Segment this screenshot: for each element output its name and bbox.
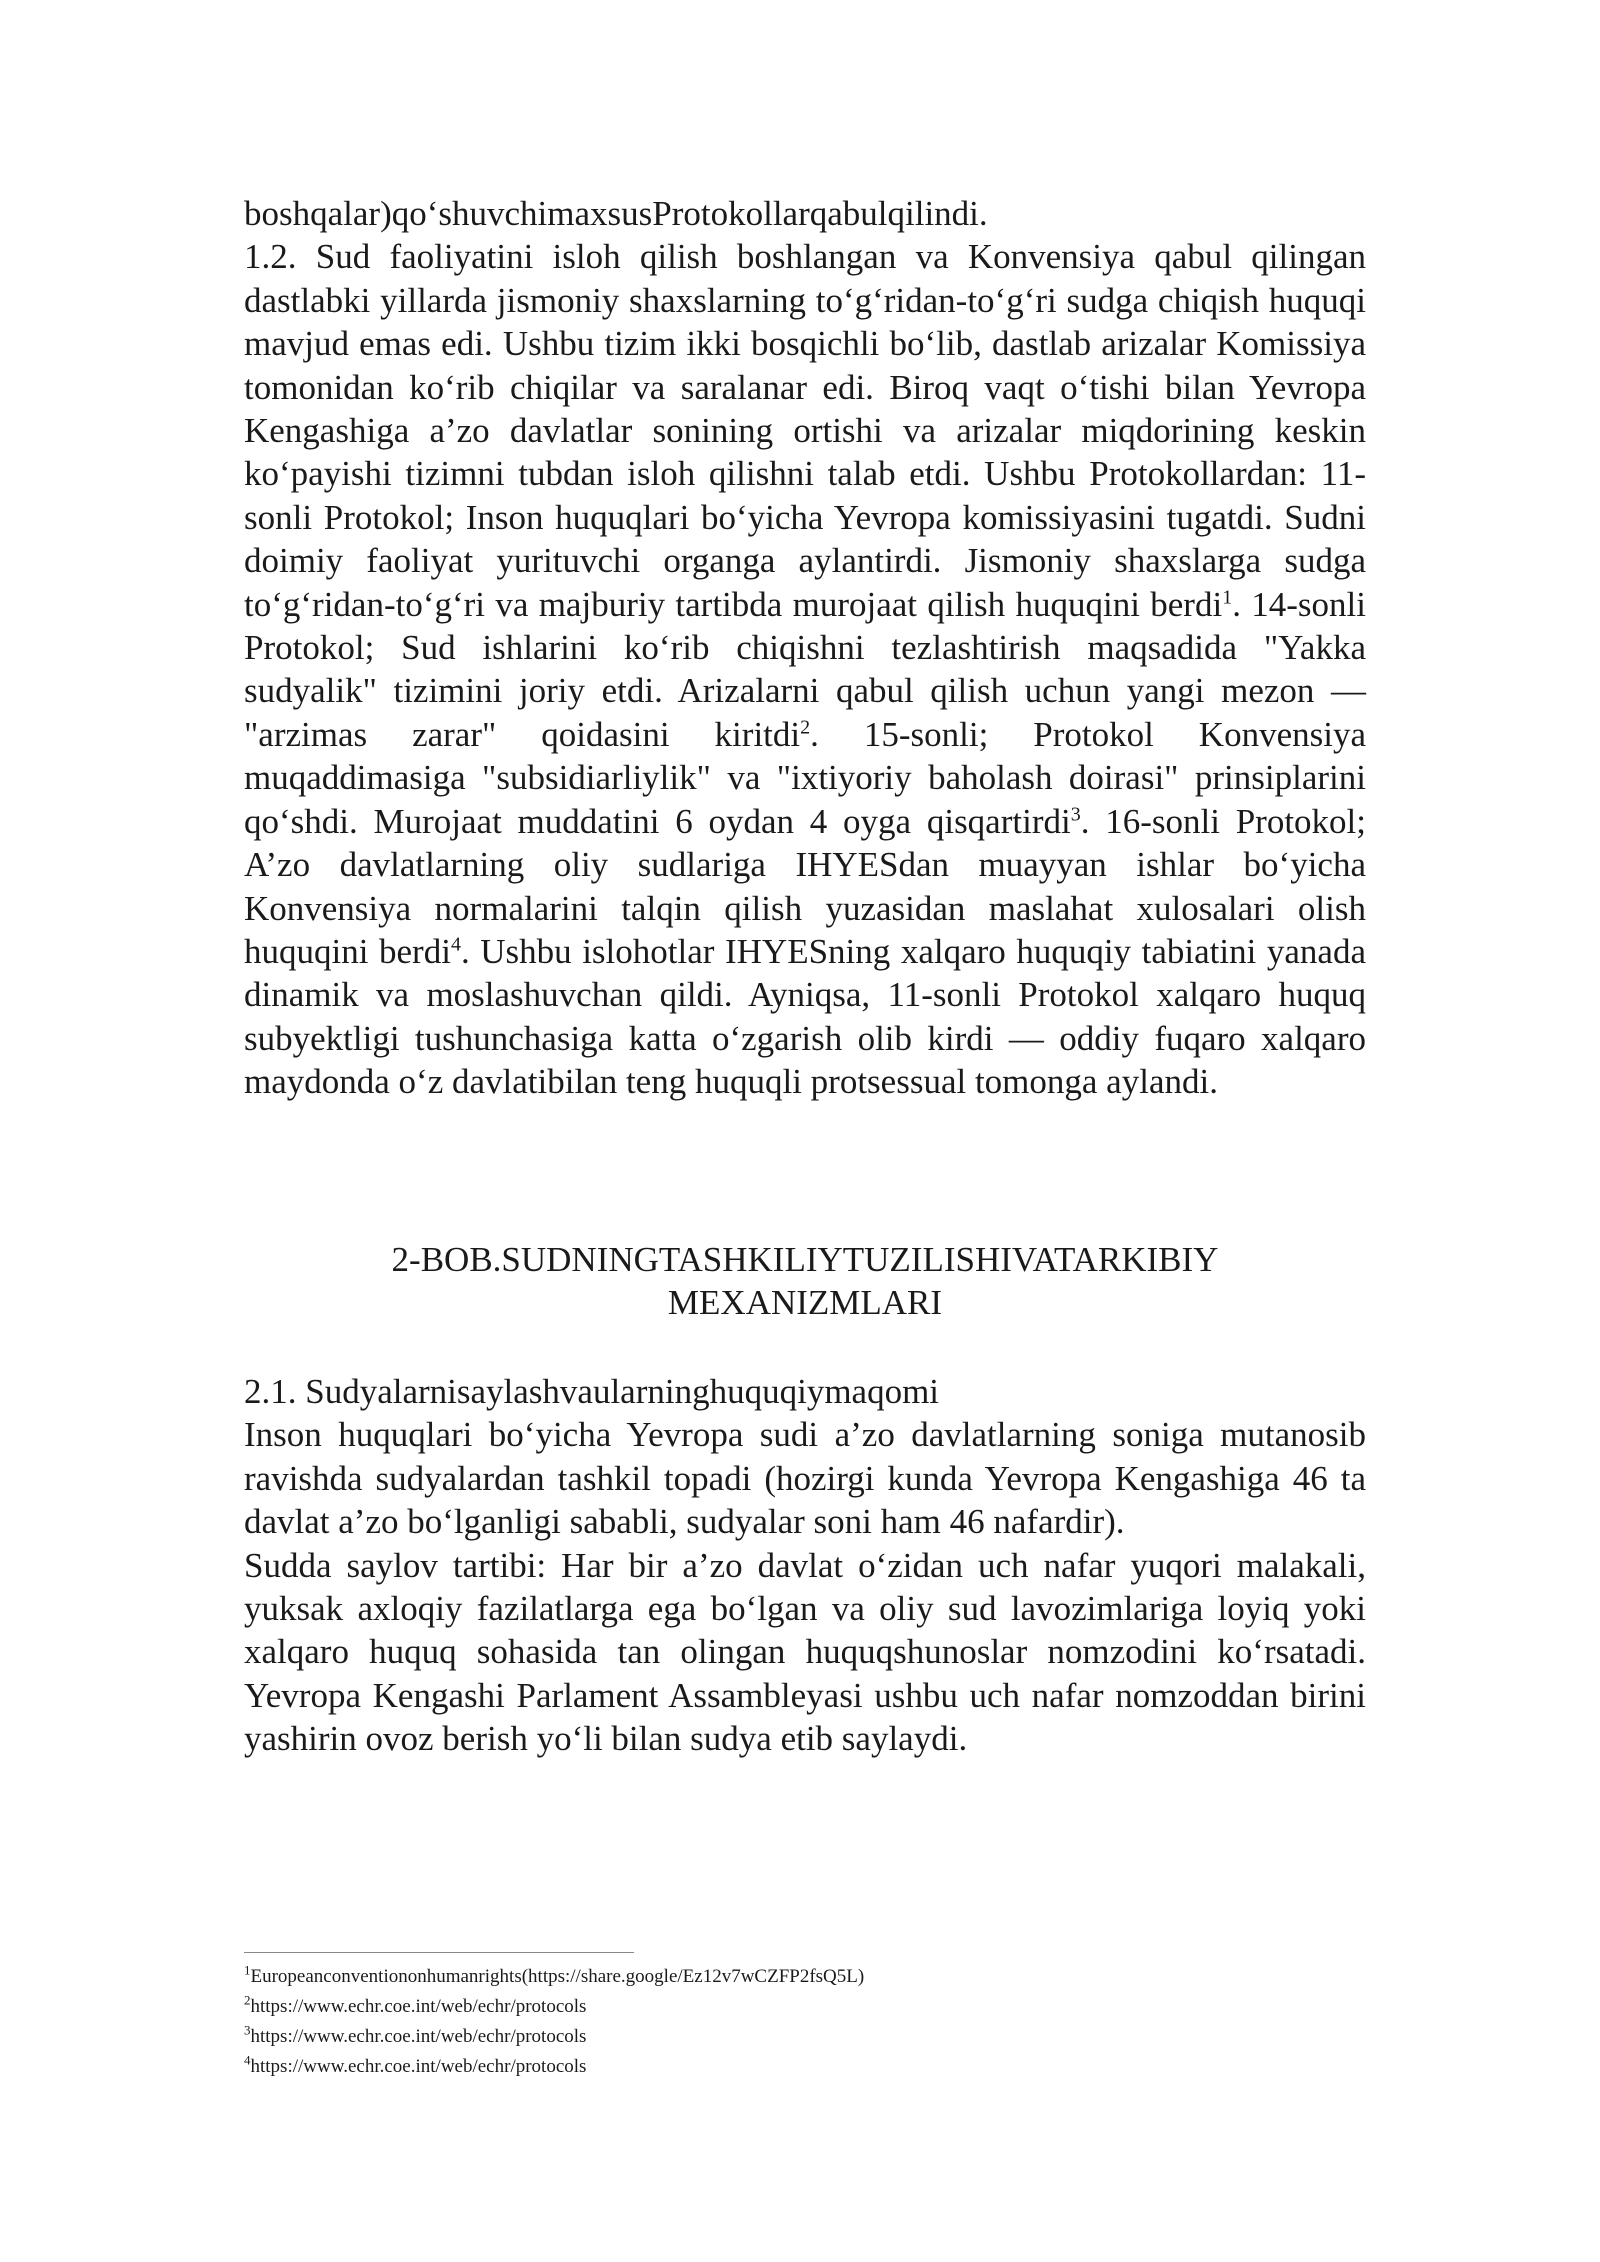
section-2-1-paragraph-1: Inson huquqlari bo‘yicha Yevropa sudi a’zo davlatlarning soniga mutanosib ravishda sudyalardan tashkil topadi (hozirgi kunda Yevropa Kengashiga 46 ta davlat a’zo bo‘lganligi sababli, sudyalar soni ham 46 nafardir). [244, 1415, 1366, 1542]
chapter-heading [244, 1238, 1366, 1325]
intro-line: boshqalar)qo‘shuvchimaxsusProtokollarqabulqilindi. [244, 194, 988, 233]
section-1-2-text-part1: 1.2. Sud faoliyatini isloh qilish boshlangan va Konvensiya qabul qilingan dastlabki yillarda jismoniy shaxslarning to‘g‘ridan-to‘g‘ri sudga chiqish huquqi mavjud emas edi. Ushbu tizim ikki bosqichli bo‘lib, dastlab arizalar Komissiya tomonidan ko‘rib chiqilar va saralanar edi. Biroq vaqt o‘tishi bilan Yevropa Kengashiga a’zo davlatlar sonining ortishi va arizalar miqdorining keskin ko‘payishi tizimni tubdan isloh qilishni talab etdi. Ushbu Protokollardan: 11-sonli Protokol; Inson huquqlari bo‘yicha Yevropa komissiyasini tugatdi. Sudni doimiy faoliyat yurituvchi organga aylantirdi. Jismoniy shaxslarga sudga to‘g‘ridan-to‘g‘ri va majburiy tartibda murojaat qilish huquqini berdi [244, 237, 1366, 624]
section-2-1-paragraph-2: Sudda saylov tartibi: Har bir a’zo davlat o‘zidan uch nafar yuqori malakali, yuksak axloqiy fazilatlarga ega bo‘lgan va oliy sud lavozimlariga loyiq yoki xalqaro huquq sohasida tan olingan huquqshunoslar nomzodini ko‘rsatadi. Yevropa Kengashi Parlament Assambleyasi ushbu uch nafar nomzoddan birini yashirin ovoz berish yo‘li bilan sudya etib saylaydi. [244, 1545, 1366, 1759]
chapter-heading-line-1: 2-BOB.SUDNINGTASHKILIYTUZILISHIVATARKIBIY [391, 1240, 1219, 1279]
footnote-text[interactable]: Europeanconventiononhumanrights(https://share.google/Ez12v7wCZFP2fsQ5L) [250, 1966, 865, 1987]
footnote-ref-4[interactable]: 4 [450, 933, 461, 956]
footnote-ref-3[interactable]: 3 [1070, 803, 1081, 826]
footnote-mark: 2 [244, 1992, 251, 2008]
footnote-link[interactable]: https://www.echr.coe.int/web/echr/protocols [250, 1996, 587, 2017]
section-1-2-text-part4: . 16-sonli Protokol; A’zo davlatlarning oliy sudlariga IHYESdan muayyan ishlar bo‘yicha Konvensiya normalarini talqin qilish yuzasidan maslahat xulosalari olish huquqini berdi [244, 801, 1366, 971]
footnote-link[interactable]: https://www.echr.coe.int/web/echr/protocols [250, 2026, 587, 2047]
chapter-heading-line-2: MEXANIZMLARI [667, 1283, 943, 1323]
footnote-ref-2[interactable]: 2 [800, 716, 811, 739]
document-page [244, 192, 1366, 1759]
footnotes [244, 1962, 1366, 2082]
footnote-mark: 1 [244, 1962, 251, 1978]
section-1-2-paragraph [244, 235, 1366, 1103]
footnote-2 [244, 1992, 1366, 2022]
section-1-2-text-part3: . 15-sonli; Protokol Konvensiya muqaddimasiga "subsidiarliylik" va "ixtiyoriy baholash doirasi" prinsiplarini qo‘shdi. Murojaat muddatini 6 oydan 4 oyga qisqartirdi [244, 714, 1366, 841]
footnote-3 [244, 2022, 1366, 2052]
footnote-link[interactable]: https://www.echr.coe.int/web/echr/protocols [250, 2056, 587, 2077]
footnote-mark: 3 [244, 2022, 251, 2038]
footnote-separator [244, 1952, 634, 1953]
section-2-1-title: 2.1. Sudyalarnisaylashvaularninghuquqiymaqomi [244, 1372, 940, 1411]
footnote-1 [244, 1962, 1366, 1992]
footnote-ref-1[interactable]: 1 [1222, 586, 1233, 608]
section-2-1 [244, 1370, 1366, 1761]
footnote-mark: 4 [244, 2052, 251, 2068]
footnote-4 [244, 2052, 1366, 2082]
section-1-2-text-part5: . Ushbu islohotlar IHYESning xalqaro huquqiy tabiatini yanada dinamik va moslashuvchan qildi. Ayniqsa, 11-sonli Protokol xalqaro huquq subyektligi tushunchasiga katta o‘zgarish olib kirdi — oddiy fuqaro xalqaro maydonda o‘z davlatibilan teng huquqli protsessual tomonga aylandi. [244, 931, 1366, 1102]
section-1-2-text-part2: . 14-sonli Protokol; Sud ishlarini ko‘rib chiqishni tezlashtirish maqsadida "Yakka sudyalik" tizimini joriy etdi. Arizalarni qabul qilish uchun yangi mezon — "arzimas zarar" qoidasini kiritdi [244, 584, 1366, 754]
